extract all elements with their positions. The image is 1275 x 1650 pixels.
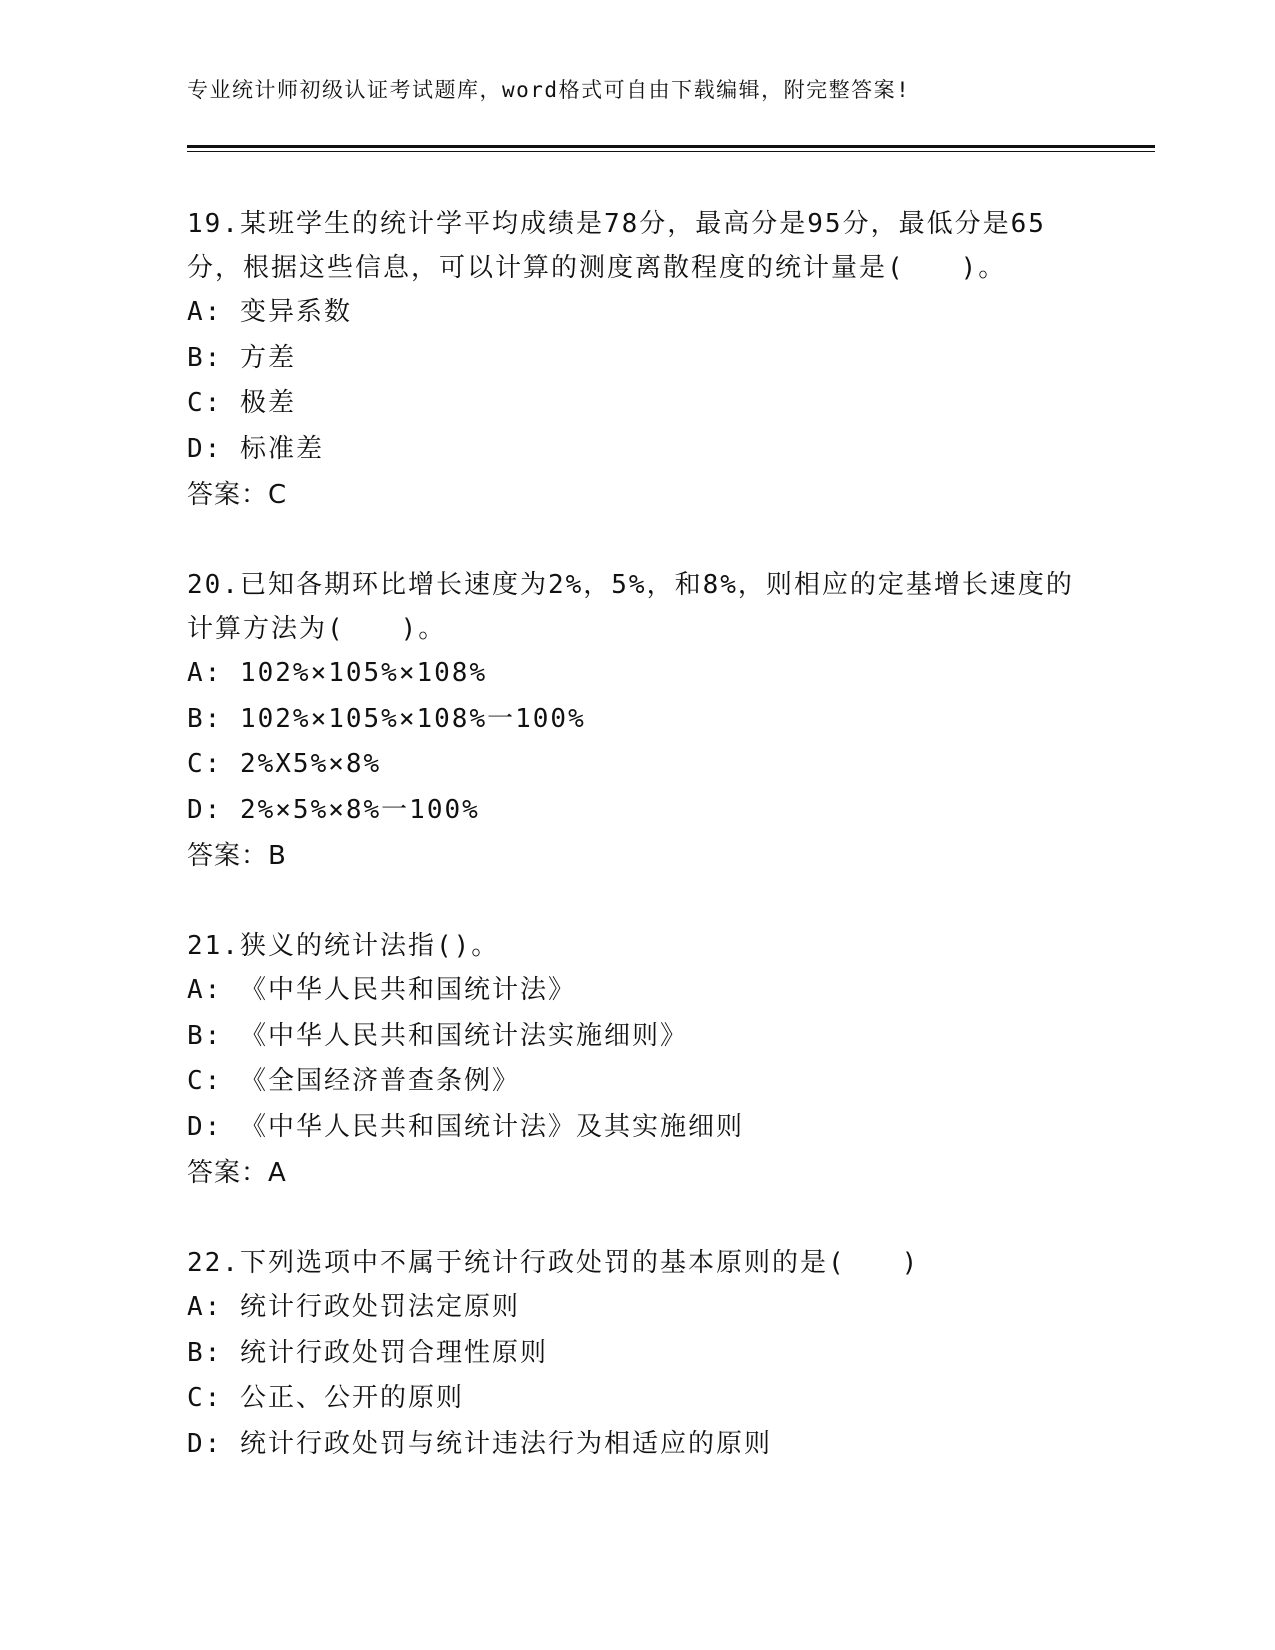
question-list [187,202,1087,1512]
option-a: A: 102%×105%×108% [187,658,488,688]
page-header: 专业统计师初级认证考试题库，word格式可自由下载编辑，附完整答案! [187,78,911,102]
option-c: C: 2%X5%×8% [187,749,382,779]
option-c: C: 公正、公开的原则 [187,1383,464,1413]
question-stem: 19.某班学生的统计学平均成绩是78分，最高分是95分，最低分是65分，根据这些信息，可以计算的测度离散程度的统计量是( )。 [187,209,1046,283]
question-19 [187,202,1087,518]
option-c: C: 极差 [187,388,296,418]
header-divider-thin [187,151,1155,152]
option-c: C: 《全国经济普查条例》 [187,1066,520,1096]
option-b: B: 《中华人民共和国统计法实施细则》 [187,1020,688,1051]
option-d: D: 统计行政处罚与统计违法行为相适应的原则 [187,1428,772,1459]
option-b: B: 102%×105%×108%一100% [187,703,586,734]
header-divider [187,145,1155,148]
option-a: A: 变异系数 [187,297,352,327]
question-22 [187,1241,1087,1467]
question-21 [187,924,1087,1196]
answer-label: 答案：C [187,480,288,510]
option-d: D: 标准差 [187,433,324,464]
option-a: A: 统计行政处罚法定原则 [187,1292,520,1322]
question-stem: 20.已知各期环比增长速度为2%，5%，和8%，则相应的定基增长速度的计算方法为( )。 [187,570,1074,644]
option-d: D: 《中华人民共和国统计法》及其实施细则 [187,1111,744,1142]
question-stem: 21.狭义的统计法指()。 [187,931,500,961]
answer-label: 答案：A [187,1158,287,1188]
question-stem: 22.下列选项中不属于统计行政处罚的基本原则的是( ) [187,1248,920,1278]
option-b: B: 统计行政处罚合理性原则 [187,1337,548,1368]
option-b: B: 方差 [187,342,296,373]
option-d: D: 2%×5%×8%一100% [187,794,480,825]
answer-label: 答案：B [187,841,287,871]
option-a: A: 《中华人民共和国统计法》 [187,975,576,1005]
question-20 [187,563,1087,879]
